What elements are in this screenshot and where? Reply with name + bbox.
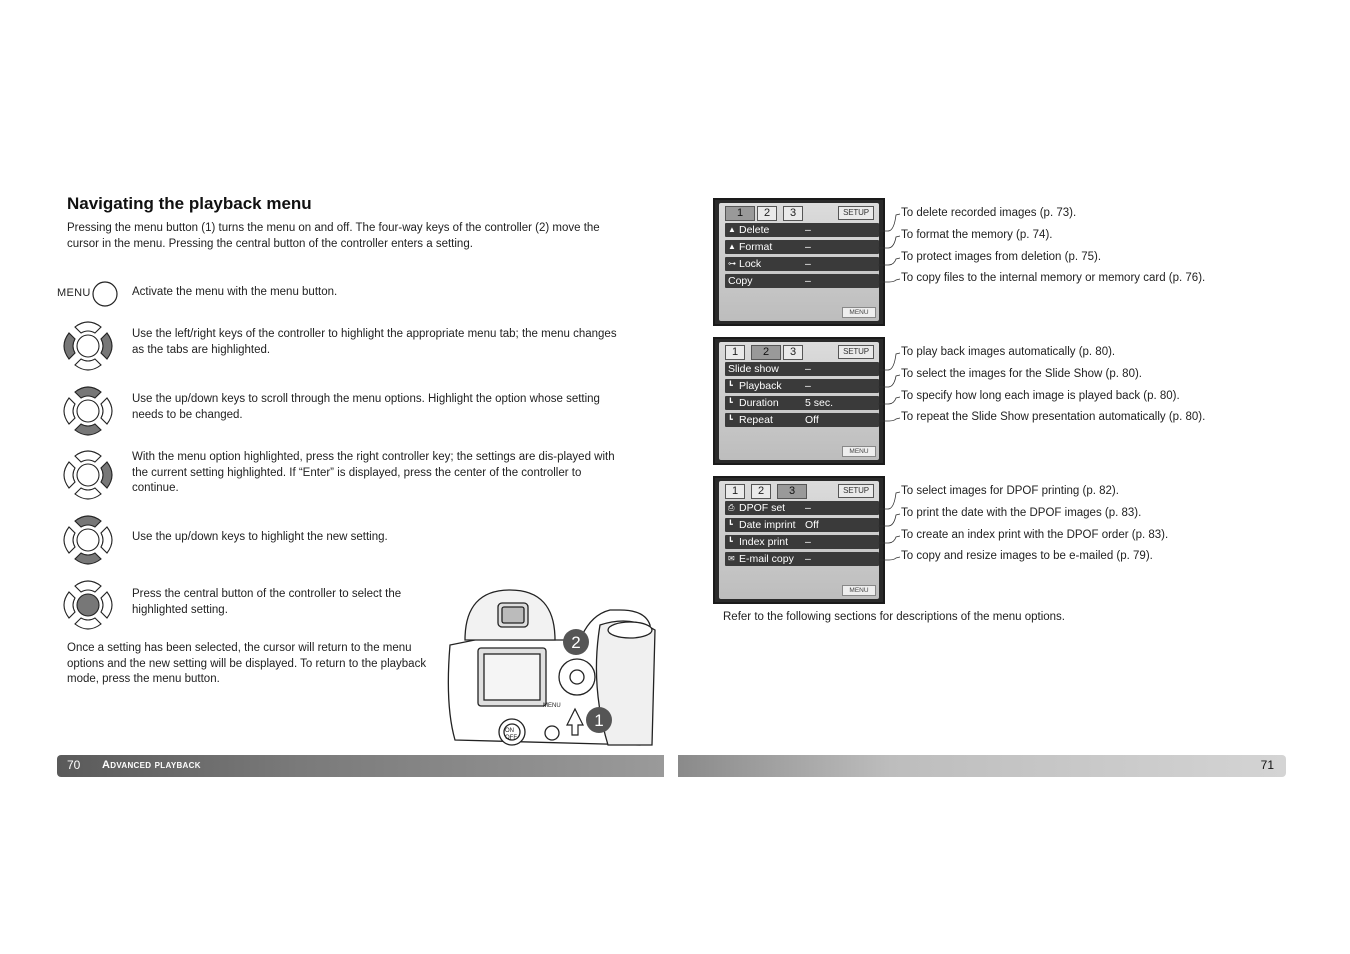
callout-1: 1 <box>594 711 604 730</box>
menu-row-value: Off <box>805 519 819 531</box>
print-icon: ⎙ <box>728 503 735 512</box>
camera-off-label: OFF <box>505 735 517 741</box>
menu-option-note: To play back images automatically (p. 80). <box>901 346 1116 358</box>
sub-icon: ┗ <box>728 398 733 407</box>
leader-line <box>878 514 900 526</box>
menu-row-label: Format <box>739 241 773 253</box>
menu-option-note: To specify how long each image is played back (p. 80). <box>901 390 1180 402</box>
menu-row-label: Duration <box>739 397 779 409</box>
menu-tab-3[interactable]: 3 <box>777 484 807 499</box>
intro-paragraph: Pressing the menu button (1) turns the menu on and off. The four-way keys of the controller (2) move the cursor in the menu. Pressing the central button of the controller enters a setting. <box>67 222 600 250</box>
step-6-text: Press the central button of the controller to select the highlighted setting. <box>132 588 402 616</box>
menu-option-note: To select the images for the Slide Show (p. 80). <box>901 368 1142 380</box>
sub-icon: ┗ <box>728 520 733 529</box>
section-name: Advanced playback <box>102 759 201 771</box>
refer-text: Refer to the following sections for descriptions of the menu options. <box>723 611 1065 623</box>
step-4-text: With the menu option highlighted, press the right controller key; the settings are dis-played with the current setting highlighted. If “Enter” is displayed, press the center of the controller to continue. <box>132 451 615 494</box>
menu-row-value: – <box>805 224 811 236</box>
sub-icon: ┗ <box>728 381 733 390</box>
step-1-text: Activate the menu with the menu button. <box>132 286 338 298</box>
menu-tab-2[interactable]: 2 <box>757 206 777 221</box>
step-5-text: Use the up/down keys to highlight the new setting. <box>132 531 388 543</box>
menu-return-icon: MENU <box>842 585 876 596</box>
menu-row-label: Delete <box>739 224 770 236</box>
menu-tab-2[interactable]: 2 <box>751 484 771 499</box>
menu-row-label: Slide show <box>728 363 779 375</box>
key-icon: ⊶ <box>728 259 736 268</box>
page-number-right: 71 <box>1260 758 1274 772</box>
menu-row-label: Copy <box>728 275 753 287</box>
menu-tab-2[interactable]: 2 <box>751 345 781 360</box>
footer-right <box>678 755 1286 777</box>
step-2-text: Use the left/right keys of the controller to highlight the appropriate menu tab; the menu changes as the tabs are highlighted. <box>132 328 617 356</box>
menu-row-value: – <box>805 258 811 270</box>
menu-row-label: Date imprint <box>739 519 796 531</box>
menu-row-value: – <box>805 275 811 287</box>
menu-tab-3[interactable]: 3 <box>783 345 803 360</box>
menu-tab-3[interactable]: 3 <box>783 206 803 221</box>
menu-row-label: Index print <box>739 536 789 548</box>
page-title: Navigating the playback menu <box>67 194 312 213</box>
menu-option-note: To protect images from deletion (p. 75). <box>901 251 1102 263</box>
leader-line <box>878 557 900 560</box>
callout-2: 2 <box>571 633 581 652</box>
menu-row-value: – <box>805 502 811 514</box>
sub-icon: ┗ <box>728 537 733 546</box>
menu-option-note: To copy and resize images to be e-mailed (p. 79). <box>901 550 1153 562</box>
menu-tab-1[interactable]: 1 <box>725 345 745 360</box>
menu-option-note: To print the date with the DPOF images (p. 83). <box>901 507 1142 519</box>
leader-line <box>878 353 900 370</box>
leader-line <box>878 236 900 248</box>
menu-row-value: – <box>805 363 811 375</box>
menu-return-icon: MENU <box>842 446 876 457</box>
leader-line <box>878 397 900 404</box>
menu-row-value: – <box>805 380 811 392</box>
format-icon: ▲ <box>728 242 736 251</box>
after-paragraph: Once a setting has been selected, the cursor will return to the menu options and the new setting will be displayed. To return to the playback mode, press the menu button. <box>67 642 427 685</box>
leader-line <box>878 536 900 543</box>
setup-tab[interactable]: SETUP <box>838 206 874 220</box>
camera-menu-label: MENU <box>543 703 561 709</box>
page-number-left: 70 <box>67 758 81 772</box>
menu-option-note: To format the memory (p. 74). <box>901 229 1053 241</box>
setup-tab[interactable]: SETUP <box>838 484 874 498</box>
leader-line <box>878 279 900 282</box>
menu-row-label: Repeat <box>739 414 773 426</box>
menu-return-icon: MENU <box>842 307 876 318</box>
leader-line <box>878 375 900 387</box>
menu-row-value: – <box>805 241 811 253</box>
sub-icon: ┗ <box>728 415 733 424</box>
mail-icon: ✉ <box>728 554 735 563</box>
footer-left <box>57 755 664 777</box>
menu-row-label: E-mail copy <box>739 553 794 565</box>
menu-row-label: DPOF set <box>739 502 786 514</box>
menu-button-label: MENU <box>57 287 91 299</box>
menu-row-label: Playback <box>739 380 782 392</box>
leader-line <box>878 492 900 509</box>
menu-option-note: To select images for DPOF printing (p. 82). <box>901 485 1119 497</box>
menu-row-value: 5 sec. <box>805 397 834 409</box>
menu-option-note: To repeat the Slide Show presentation automatically (p. 80). <box>901 411 1206 423</box>
menu-option-note: To copy files to the internal memory or memory card (p. 76). <box>901 272 1206 284</box>
leader-line <box>878 418 900 421</box>
menu-option-note: To create an index print with the DPOF order (p. 83). <box>901 529 1169 541</box>
leader-line <box>878 258 900 265</box>
leader-line <box>878 214 900 231</box>
menu-row-value: Off <box>805 414 819 426</box>
step-3-text: Use the up/down keys to scroll through the menu options. Highlight the option whose setting needs to be changed. <box>132 393 600 421</box>
camera-on-label: ON <box>505 728 514 734</box>
menu-tab-1[interactable]: 1 <box>725 484 745 499</box>
menu-row-value: – <box>805 536 811 548</box>
menu-row-label: Lock <box>739 258 762 270</box>
delete-icon: ▲ <box>728 225 736 234</box>
menu-option-note: To delete recorded images (p. 73). <box>901 207 1077 219</box>
menu-row-value: – <box>805 553 811 565</box>
setup-tab[interactable]: SETUP <box>838 345 874 359</box>
menu-tab-1[interactable]: 1 <box>725 206 755 221</box>
